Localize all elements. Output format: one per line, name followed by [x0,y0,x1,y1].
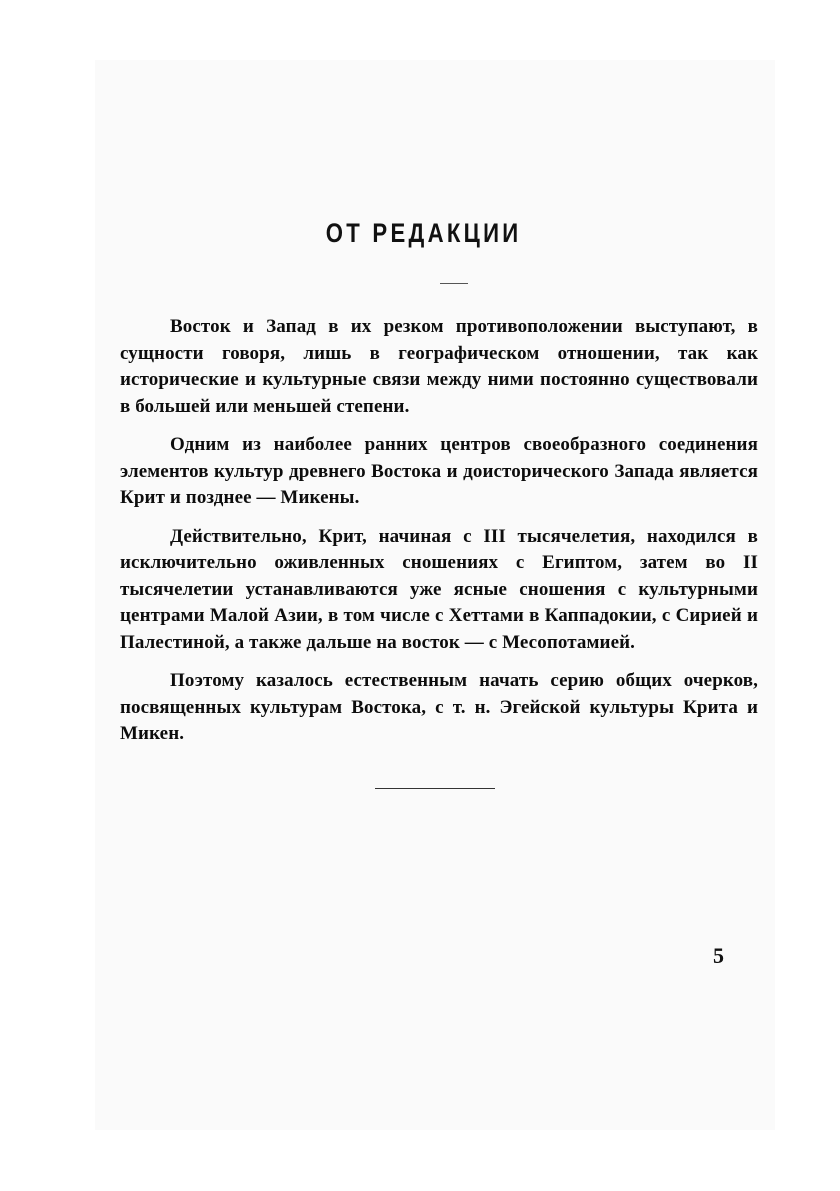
paragraph-4: Поэтому казалось естественным начать серию общих очерков, посвященных культурам Востока, с т. н. Эгейской культуры Крита и Микен. [120,670,758,744]
paragraph-2: Одним из наиболее ранних центров своеобразного соединения элементов культур древнего Востока и доисторического Запада является Крит и позднее — Микены. [120,434,758,508]
paragraph-1: Восток и Запад в их резком противоположении выступают, в сущности говоря, лишь в географическом отношении, так как исторические и культурные связи между ними постоянно существовали в большей или меньшей степени. [120,316,758,417]
page-title: ОТ РЕДАКЦИИ [325,218,522,248]
title-divider [440,283,468,284]
body-text [120,314,758,760]
closing-divider [375,788,495,789]
page-number: 5 [713,943,724,968]
paragraph-3: Действительно, Крит, начиная с III тысячелетия, находился в исключительно оживленных сношениях с Египтом, затем во II тысячелетии устанавливаются уже ясные сношения с культурными центрами Малой Азии, в том числе с Хеттами в Каппадокии, с Сирией и Палестиной, а также дальше на восток — с Месопотамией. [120,525,758,653]
